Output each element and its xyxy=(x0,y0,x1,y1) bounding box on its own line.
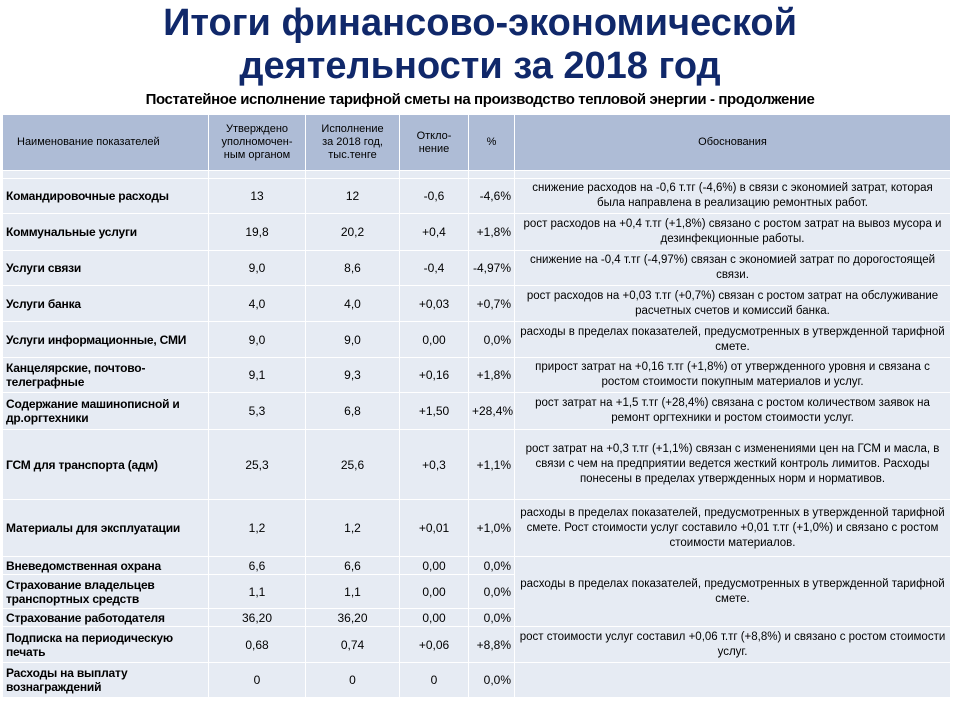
page-title-line-1: Итоги финансово-экономической xyxy=(163,2,797,44)
row-approved: 25,3 xyxy=(209,430,306,500)
spacer-cell xyxy=(3,171,209,179)
row-actual: 0,74 xyxy=(306,627,400,663)
row-actual: 6,6 xyxy=(306,557,400,575)
page-title-line-2: деятельности за 2018 год xyxy=(239,45,721,87)
header-deviation-line-1: Откло- xyxy=(416,129,452,142)
row-deviation: 0,00 xyxy=(400,557,469,575)
row-actual: 6,8 xyxy=(306,393,400,430)
row-approved: 0,68 xyxy=(209,627,306,663)
header-deviation xyxy=(400,115,469,171)
table-row xyxy=(3,663,951,698)
header-approved-line-1: Утверждено xyxy=(225,123,289,135)
row-reason: прирост затрат на +0,16 т.тг (+1,8%) от утвержденного уровня и связана с ростом стоимости покупным материалов и услуг. xyxy=(515,358,951,393)
row-approved: 4,0 xyxy=(209,286,306,322)
row-deviation: +1,50 xyxy=(400,393,469,430)
row-deviation: 0 xyxy=(400,663,469,698)
table-row xyxy=(3,358,951,393)
row-percent: 0,0% xyxy=(469,609,515,627)
row-approved: 9,0 xyxy=(209,251,306,286)
row-actual: 36,20 xyxy=(306,609,400,627)
table-row xyxy=(3,627,951,663)
header-actual-line-1: Исполнение xyxy=(321,123,384,135)
row-deviation: 0,00 xyxy=(400,609,469,627)
header-approved-line-2: уполномочен- xyxy=(221,136,293,148)
table-row xyxy=(3,500,951,557)
row-actual: 20,2 xyxy=(306,214,400,251)
row-approved: 1,2 xyxy=(209,500,306,557)
spacer-row xyxy=(3,171,951,179)
row-deviation: +0,4 xyxy=(400,214,469,251)
page-subtitle: Постатейное исполнение тарифной сметы на производство тепловой энергии - продолжение xyxy=(145,91,815,108)
row-name: Подписка на периодическую печать xyxy=(3,627,209,663)
spacer-cell xyxy=(400,171,469,179)
header-deviation-line-2: нение xyxy=(418,142,450,155)
row-percent: +1,0% xyxy=(469,500,515,557)
spacer-cell xyxy=(515,171,951,179)
row-name: Вневедомственная охрана xyxy=(3,557,209,575)
row-reason: рост затрат на +1,5 т.тг (+28,4%) связана с ростом количеством заявок на ремонт оргтехники и ростом стоимости услуг. xyxy=(515,393,951,430)
row-approved: 13 xyxy=(209,179,306,214)
row-percent: +0,7% xyxy=(469,286,515,322)
row-percent: -4,97% xyxy=(469,251,515,286)
row-actual: 1,1 xyxy=(306,575,400,609)
row-actual: 0 xyxy=(306,663,400,698)
table-header-row xyxy=(3,115,951,171)
page-title xyxy=(0,2,960,88)
row-name: Страхование работодателя xyxy=(3,609,209,627)
spacer-cell xyxy=(306,171,400,179)
row-name: Материалы для эксплуатации xyxy=(3,500,209,557)
header-approved-line-3: ным органом xyxy=(223,149,291,161)
row-percent: 0,0% xyxy=(469,575,515,609)
row-approved: 36,20 xyxy=(209,609,306,627)
row-deviation: +0,03 xyxy=(400,286,469,322)
row-percent: 0,0% xyxy=(469,557,515,575)
header-approved xyxy=(209,115,306,171)
row-name: Командировочные расходы xyxy=(3,179,209,214)
row-actual: 25,6 xyxy=(306,430,400,500)
row-name: Коммунальные услуги xyxy=(3,214,209,251)
table-row xyxy=(3,214,951,251)
header-actual-line-3: тыс.тенге xyxy=(328,149,377,161)
row-percent: +1,8% xyxy=(469,358,515,393)
row-actual: 12 xyxy=(306,179,400,214)
table-row xyxy=(3,393,951,430)
row-reason: рост расходов на +0,03 т.тг (+0,7%) связан с ростом затрат на обслуживание расчетных счетов и комиссий банка. xyxy=(515,286,951,322)
table-row xyxy=(3,251,951,286)
row-percent: -4,6% xyxy=(469,179,515,214)
row-name: Страхование владельцев транспортных средств xyxy=(3,575,209,609)
row-deviation: +0,16 xyxy=(400,358,469,393)
table-row xyxy=(3,286,951,322)
spacer-cell xyxy=(469,171,515,179)
row-name: Услуги связи xyxy=(3,251,209,286)
header-percent: % xyxy=(469,115,515,171)
row-percent: 0,0% xyxy=(469,663,515,698)
header-name: Наименование показателей xyxy=(3,115,209,171)
row-deviation: +0,01 xyxy=(400,500,469,557)
table-row xyxy=(3,179,951,214)
table-row xyxy=(3,430,951,500)
row-reason: расходы в пределах показателей, предусмотренных в утвержденной тарифной смете. Рост стоимости услуг составило +0,01 т.тг (+1,0%) и связано с ростом стоимости материалов. xyxy=(515,500,951,557)
table-row xyxy=(3,322,951,358)
row-percent: +1,1% xyxy=(469,430,515,500)
row-deviation: -0,6 xyxy=(400,179,469,214)
row-approved: 9,1 xyxy=(209,358,306,393)
row-reason: снижение на -0,4 т.тг (-4,97%) связан с экономией затрат по дорогостоящей связи. xyxy=(515,251,951,286)
row-percent: 0,0% xyxy=(469,322,515,358)
merged-reason: расходы в пределах показателей, предусмотренных в утвержденной тарифной смете. xyxy=(515,557,951,627)
row-reason: рост затрат на +0,3 т.тг (+1,1%) связан с изменениями цен на ГСМ и масла, в связи с чем на предприятии ведется жесткий контроль лимитов. Расходы понесены в пределах утвержденных норм и нормативов. xyxy=(515,430,951,500)
row-deviation: -0,4 xyxy=(400,251,469,286)
header-actual xyxy=(306,115,400,171)
spacer-cell xyxy=(209,171,306,179)
header-reason: Обоснования xyxy=(515,115,951,171)
row-approved: 19,8 xyxy=(209,214,306,251)
row-approved: 0 xyxy=(209,663,306,698)
row-name: Содержание машинописной и др.оргтехники xyxy=(3,393,209,430)
row-reason xyxy=(515,663,951,698)
row-reason: рост стоимости услуг составил +0,06 т.тг (+8,8%) и связано с ростом стоимости услуг. xyxy=(515,627,951,663)
row-percent: +28,4% xyxy=(469,393,515,430)
row-actual: 4,0 xyxy=(306,286,400,322)
row-name: ГСМ для транспорта (адм) xyxy=(3,430,209,500)
row-name: Услуги информационные, СМИ xyxy=(3,322,209,358)
header-actual-line-2: за 2018 год, xyxy=(322,136,383,148)
row-approved: 5,3 xyxy=(209,393,306,430)
row-approved: 9,0 xyxy=(209,322,306,358)
row-name: Канцелярские, почтово-телеграфные xyxy=(3,358,209,393)
row-deviation: 0,00 xyxy=(400,575,469,609)
table-row xyxy=(3,557,951,575)
row-approved: 1,1 xyxy=(209,575,306,609)
row-deviation: 0,00 xyxy=(400,322,469,358)
row-deviation: +0,06 xyxy=(400,627,469,663)
row-actual: 9,0 xyxy=(306,322,400,358)
row-actual: 9,3 xyxy=(306,358,400,393)
row-name: Расходы на выплату вознаграждений xyxy=(3,663,209,698)
row-deviation: +0,3 xyxy=(400,430,469,500)
row-approved: 6,6 xyxy=(209,557,306,575)
tariff-estimate-table xyxy=(2,114,951,698)
row-percent: +1,8% xyxy=(469,214,515,251)
row-reason: расходы в пределах показателей, предусмотренных в утвержденной тарифной смете. xyxy=(515,322,951,358)
row-actual: 8,6 xyxy=(306,251,400,286)
row-actual: 1,2 xyxy=(306,500,400,557)
row-percent: +8,8% xyxy=(469,627,515,663)
row-reason: снижение расходов на -0,6 т.тг (-4,6%) в связи с экономией затрат, которая была направлена в реализацию ремонтных работ. xyxy=(515,179,951,214)
row-name: Услуги банка xyxy=(3,286,209,322)
row-reason: рост расходов на +0,4 т.тг (+1,8%) связано с ростом затрат на вывоз мусора и дезинфекционные работы. xyxy=(515,214,951,251)
